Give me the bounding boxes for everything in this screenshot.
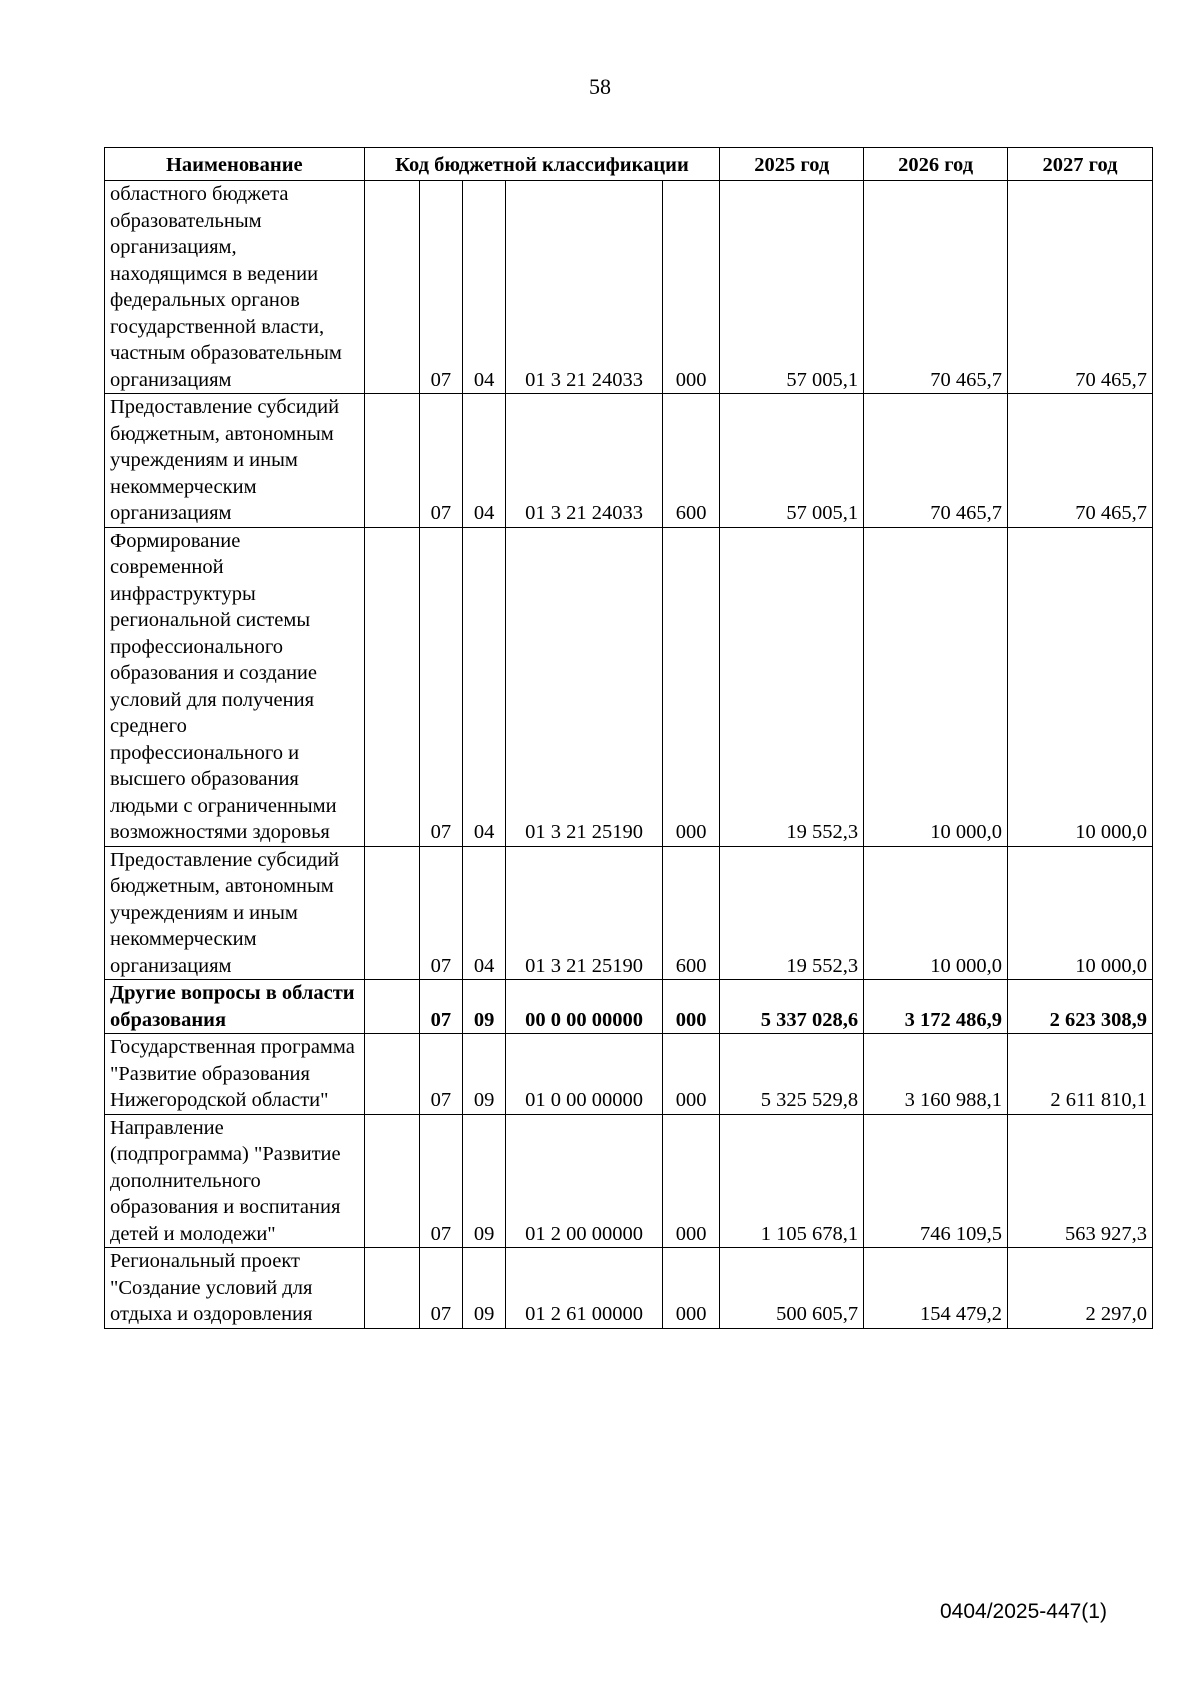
row-spacer — [364, 394, 419, 528]
row-value-2025: 5 337 028,6 — [720, 980, 864, 1034]
row-value-2026: 3 160 988,1 — [864, 1034, 1008, 1115]
budget-table — [104, 147, 1153, 1329]
row-expense-type: 000 — [663, 527, 720, 846]
row-value-2026: 10 000,0 — [864, 527, 1008, 846]
row-subsection: 04 — [462, 527, 505, 846]
row-subsection: 09 — [462, 1034, 505, 1115]
row-value-2026: 10 000,0 — [864, 846, 1008, 980]
row-subsection: 04 — [462, 846, 505, 980]
row-target-code: 01 3 21 24033 — [506, 181, 663, 394]
row-spacer — [364, 846, 419, 980]
row-name: областного бюджета образовательным организациям, находящимся в ведении федеральных органов государственной власти, частным образовательным организациям — [105, 181, 365, 394]
row-spacer — [364, 1034, 419, 1115]
row-subsection: 09 — [462, 1114, 505, 1248]
header-2025: 2025 год — [720, 148, 864, 181]
row-value-2027: 10 000,0 — [1008, 846, 1153, 980]
row-section: 07 — [419, 1114, 462, 1248]
row-expense-type: 000 — [663, 980, 720, 1034]
row-section: 07 — [419, 1034, 462, 1115]
row-value-2026: 746 109,5 — [864, 1114, 1008, 1248]
table-row — [105, 846, 1153, 980]
row-value-2026: 154 479,2 — [864, 1248, 1008, 1329]
row-expense-type: 000 — [663, 181, 720, 394]
header-name: Наименование — [105, 148, 365, 181]
header-2027: 2027 год — [1008, 148, 1153, 181]
row-spacer — [364, 1248, 419, 1329]
row-value-2027: 563 927,3 — [1008, 1114, 1153, 1248]
row-target-code: 01 2 00 00000 — [506, 1114, 663, 1248]
row-value-2026: 70 465,7 — [864, 181, 1008, 394]
row-name: Государственная программа "Развитие образования Нижегородской области" — [105, 1034, 365, 1115]
header-code: Код бюджетной классификации — [364, 148, 720, 181]
row-section: 07 — [419, 181, 462, 394]
row-section: 07 — [419, 1248, 462, 1329]
row-value-2027: 70 465,7 — [1008, 181, 1153, 394]
row-subsection: 04 — [462, 394, 505, 528]
row-expense-type: 600 — [663, 846, 720, 980]
row-value-2027: 70 465,7 — [1008, 394, 1153, 528]
row-value-2025: 5 325 529,8 — [720, 1034, 864, 1115]
row-target-code: 00 0 00 00000 — [506, 980, 663, 1034]
row-name: Направление (подпрограмма) "Развитие дополнительного образования и воспитания детей и молодежи" — [105, 1114, 365, 1248]
row-expense-type: 000 — [663, 1114, 720, 1248]
row-section: 07 — [419, 846, 462, 980]
row-name: Региональный проект "Создание условий для отдыха и оздоровления — [105, 1248, 365, 1329]
row-target-code: 01 0 00 00000 — [506, 1034, 663, 1115]
row-subsection: 04 — [462, 181, 505, 394]
row-value-2027: 10 000,0 — [1008, 527, 1153, 846]
row-target-code: 01 3 21 25190 — [506, 846, 663, 980]
row-value-2025: 19 552,3 — [720, 846, 864, 980]
row-spacer — [364, 980, 419, 1034]
row-expense-type: 000 — [663, 1248, 720, 1329]
row-value-2025: 1 105 678,1 — [720, 1114, 864, 1248]
row-spacer — [364, 181, 419, 394]
row-expense-type: 000 — [663, 1034, 720, 1115]
page-number: 58 — [589, 74, 611, 99]
row-spacer — [364, 527, 419, 846]
table-row — [105, 1114, 1153, 1248]
row-name: Формирование современной инфраструктуры региональной системы профессионального образования и создание условий для получения среднего профессионального и высшего образования людьми с ограниченными возможностями здоровья — [105, 527, 365, 846]
row-target-code: 01 3 21 25190 — [506, 527, 663, 846]
row-value-2025: 57 005,1 — [720, 394, 864, 528]
row-spacer — [364, 1114, 419, 1248]
row-section: 07 — [419, 527, 462, 846]
row-subsection: 09 — [462, 980, 505, 1034]
row-value-2025: 500 605,7 — [720, 1248, 864, 1329]
table-row — [105, 527, 1153, 846]
table-row — [105, 1248, 1153, 1329]
row-value-2025: 57 005,1 — [720, 181, 864, 394]
row-expense-type: 600 — [663, 394, 720, 528]
row-section: 07 — [419, 980, 462, 1034]
row-value-2026: 70 465,7 — [864, 394, 1008, 528]
row-target-code: 01 2 61 00000 — [506, 1248, 663, 1329]
table-header-row — [105, 148, 1153, 181]
table-row — [105, 1034, 1153, 1115]
document-code: 0404/2025-447(1) — [940, 1600, 1107, 1623]
header-2026: 2026 год — [864, 148, 1008, 181]
row-name: Другие вопросы в области образования — [105, 980, 365, 1034]
row-value-2027: 2 611 810,1 — [1008, 1034, 1153, 1115]
row-target-code: 01 3 21 24033 — [506, 394, 663, 528]
row-value-2027: 2 297,0 — [1008, 1248, 1153, 1329]
row-name: Предоставление субсидий бюджетным, автономным учреждениям и иным некоммерческим организациям — [105, 846, 365, 980]
table-row — [105, 394, 1153, 528]
row-name: Предоставление субсидий бюджетным, автономным учреждениям и иным некоммерческим организациям — [105, 394, 365, 528]
row-value-2025: 19 552,3 — [720, 527, 864, 846]
row-value-2027: 2 623 308,9 — [1008, 980, 1153, 1034]
row-subsection: 09 — [462, 1248, 505, 1329]
row-value-2026: 3 172 486,9 — [864, 980, 1008, 1034]
table-row — [105, 980, 1153, 1034]
row-section: 07 — [419, 394, 462, 528]
table-row — [105, 181, 1153, 394]
